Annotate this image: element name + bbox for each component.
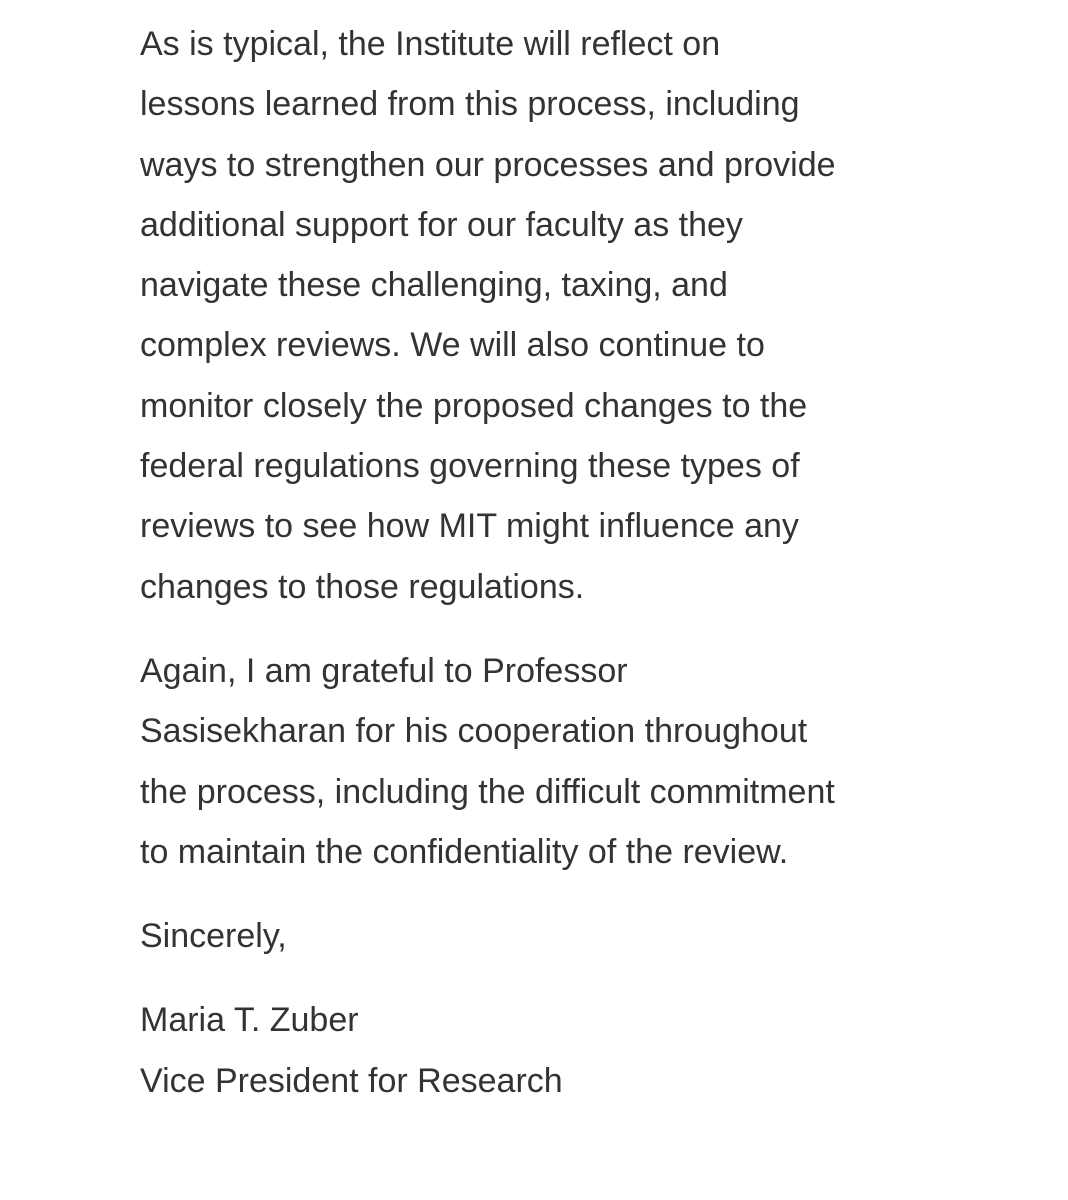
text-line: Sasisekharan for his cooperation throughout <box>140 712 808 751</box>
text-line: the process, including the difficult commitment <box>140 772 835 811</box>
text-line: changes to those regulations. <box>140 567 585 606</box>
closing <box>140 906 940 966</box>
paragraph-lessons-learned <box>140 14 940 617</box>
text-line: lessons learned from this process, including <box>140 85 800 124</box>
text-line: to maintain the confidentiality of the review. <box>140 832 789 871</box>
text-line: As is typical, the Institute will reflect on <box>140 25 721 63</box>
text-line: additional support for our faculty as they <box>140 205 743 244</box>
signature-block <box>140 990 940 1111</box>
closing-text: Sincerely, <box>140 917 287 956</box>
text-line: navigate these challenging, taxing, and <box>140 266 728 305</box>
text-line: federal regulations governing these types of <box>140 447 800 486</box>
paragraph-gratitude <box>140 641 940 882</box>
letter-body <box>140 14 940 1111</box>
signer-name: Maria T. Zuber <box>140 1001 359 1040</box>
text-line: monitor closely the proposed changes to the <box>140 386 808 425</box>
text-line: ways to strengthen our processes and provide <box>140 145 836 184</box>
text-line: Again, I am grateful to Professor <box>140 651 628 690</box>
text-line: complex reviews. We will also continue to <box>140 326 765 365</box>
signer-title: Vice President for Research <box>140 1061 563 1100</box>
text-line: reviews to see how MIT might influence any <box>140 507 799 546</box>
